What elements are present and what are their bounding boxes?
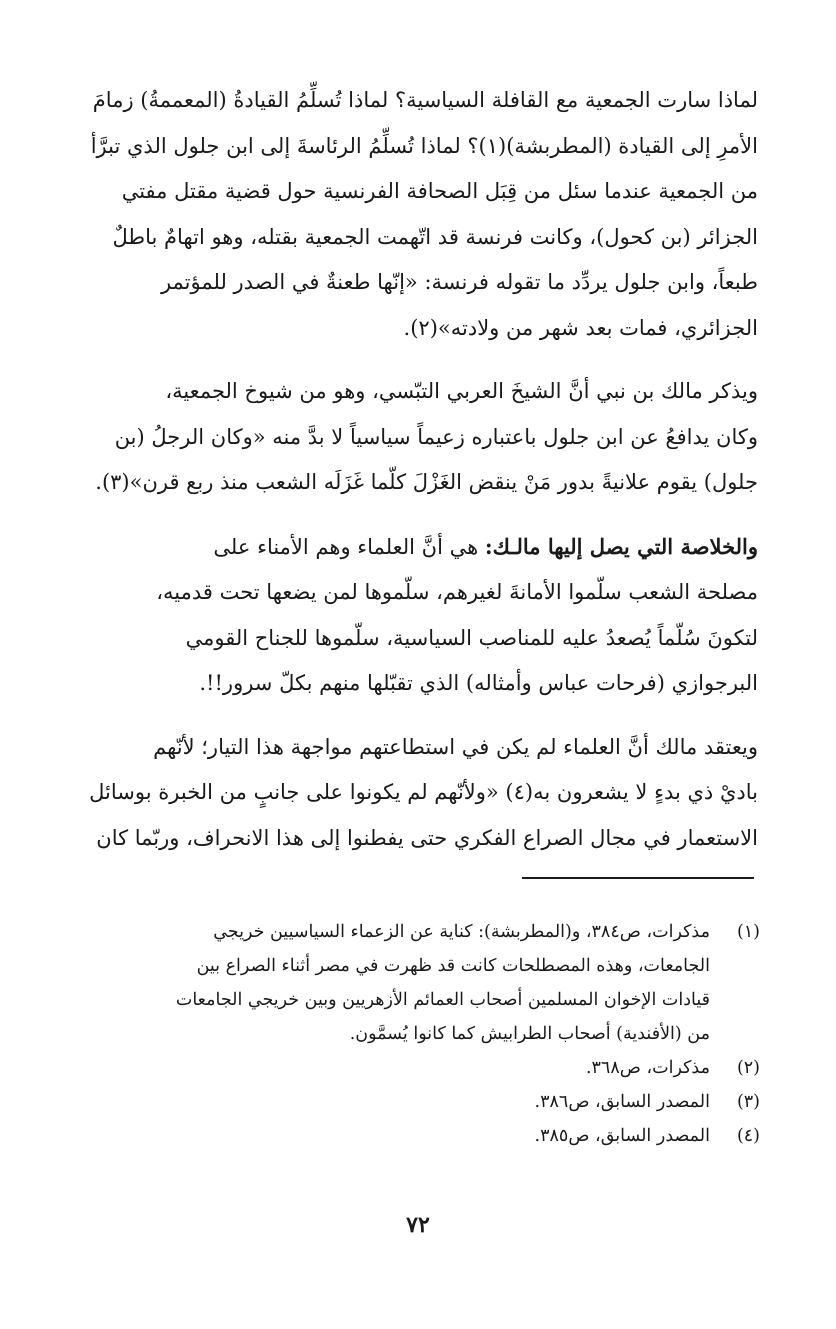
text-line: الجزائر (بن كحول)، وكانت فرنسة قد اتّهمت الجمعية بقتله، وهو اتهامٌ باطلٌ [112,224,758,249]
text-line: ويذكر مالك بن نبي أنَّ الشيخَ العربي التبّسي، وهو من شيوخ الجمعية، [165,379,758,403]
text-line: الأمرِ إلى القيادة (المطربشة)(١)؟ لماذا تُسلِّمُ الرئاسةَ إلى ابن جلول الذي تبرَّأ [90,133,758,158]
footnote-line: مذكرات، ص٣٨٤، و(المطربشة): كناية عن الزعماء السياسيين خريجي [213,922,710,942]
footnote-2 [80,1051,760,1085]
paragraph-1 [80,78,758,351]
paragraph-3 [80,524,758,707]
paragraph-lead-bold: والخلاصة التي يصل إليها مالـك: [484,533,758,559]
footnote-text [80,1085,710,1119]
text-line: الجزائري، فمات بعد شهر من ولادته»(٢). [403,315,758,340]
footnote-number: (٤) [736,1126,760,1146]
footnote-text [80,1051,710,1085]
paragraph-4 [80,725,758,862]
text-line [80,524,758,571]
text-line: لماذا سارت الجمعية مع القافلة السياسية؟ لماذا تُسلِّمُ القيادةُ (المعممةُ) زمامَ [92,88,758,112]
text-line: الاستعمار في مجال الصراع الفكري حتى يفطنوا إلى هذا الانحراف، وربّما كان [96,825,758,850]
footnote-number: (١) [736,922,760,942]
text-line: لتكونَ سُلّماً يُصعدُ عليه للمناصب السياسية، سلّموها للجناح القومي [185,625,758,650]
text-line: باديْ ذي بدءٍ لا يشعرون به(٤) «ولأنّهم لم يكونوا على جانبٍ من الخبرة بوسائل [89,780,758,804]
footnote-text [80,915,710,1051]
text-line: جلول) يقوم علانيةً بدور مَنْ ينقض الغَزْلَ كلّما غَزَلَه الشعب منذ ربع قرن»(٣). [95,470,758,494]
footnote-line: قيادات الإخوان المسلمين أصحاب العمائم الأزهريين وبين خريجي الجامعات [175,990,710,1010]
footnote-3 [80,1085,760,1119]
footnote-line: المصدر السابق، ص٣٨٥. [534,1126,710,1146]
text-line: البرجوازي (فرحات عباس وأمثاله) الذي تقبّلها منهم بكلّ سرور!!. [199,671,758,695]
footnote-line: المصدر السابق، ص٣٨٦. [534,1092,710,1112]
footnote-separator [522,877,754,879]
text-line: مصلحة الشعب سلّموا الأمانةَ لغيرهم، سلّموها لمن يضعها تحت قدميه، [156,580,758,604]
footnote-1 [80,915,760,1051]
footnote-4 [80,1119,760,1153]
text-line: من الجمعية عندما سئل من قِبَل الصحافة الفرنسية حول قضية مقتل مفتي [121,179,758,203]
text-line: وكان يدافعُ عن ابن جلول باعتباره زعيماً سياسياً لا بدَّ منه «وكان الرجلُ (بن [114,424,758,449]
footnotes [80,915,760,1153]
footnote-number: (٣) [736,1092,760,1112]
footnote-line: مذكرات، ص٣٦٨. [585,1058,710,1078]
text-line-rest: هي أنَّ العلماء وهم الأمناء على [213,534,485,559]
text-line: طبعاً، وابن جلول يردِّد ما تقوله فرنسة: «إنّها طعنةٌ في الصدر للمؤتمر [160,270,758,294]
text-line: ويعتقد مالك أنَّ العلماء لم يكن في استطاعتهم مواجهة هذا التيار؛ لأنّهم [153,734,758,759]
footnote-number: (٢) [736,1058,760,1078]
footnote-line: من (الأفندية) أصحاب الطرابيش كما كانوا يُسمَّون. [349,1024,710,1044]
page-number: ٧٢ [406,1212,430,1238]
footnote-text [80,1119,710,1153]
footnote-line: الجامعات، وهذه المصطلحات كانت قد ظهرت في مصر أثناء الصراع بين [196,956,710,976]
paragraph-2 [80,369,758,506]
